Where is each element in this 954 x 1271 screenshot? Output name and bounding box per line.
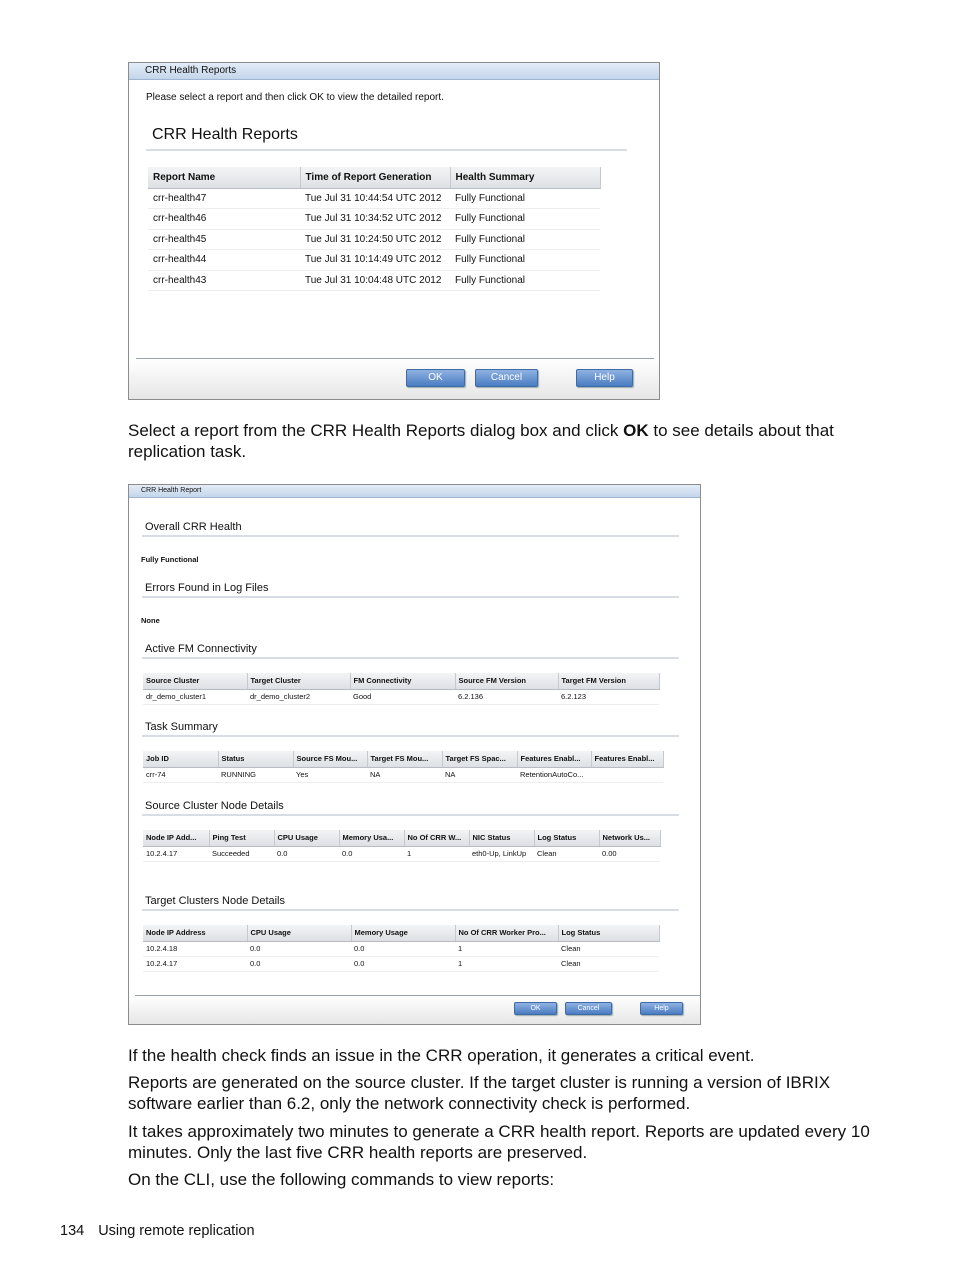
table-row[interactable]	[148, 209, 600, 230]
dialog-title: CRR Health Reports	[129, 63, 659, 80]
errors-value: None	[141, 616, 160, 625]
ok-button[interactable]: OK	[514, 1002, 557, 1015]
table-cell: Clean	[534, 846, 599, 861]
table-cell: 1	[404, 846, 469, 861]
column-header[interactable]: Node IP Address	[143, 925, 247, 941]
table-cell: 10.2.4.17	[143, 956, 247, 971]
section-target-header: Target Clusters Node Details	[142, 891, 679, 911]
dialog-title: CRR Health Report	[129, 485, 700, 498]
table-cell: 1	[455, 941, 558, 956]
table-cell: 0.0	[339, 846, 404, 861]
instruction-paragraph	[128, 420, 873, 462]
column-header[interactable]: Time of Report Generation	[300, 167, 450, 188]
column-header[interactable]: Source FM Version	[455, 673, 558, 689]
section-task-header: Task Summary	[142, 717, 679, 737]
health-summary: Fully Functional	[450, 188, 600, 209]
dialog-header: CRR Health Reports	[146, 126, 627, 151]
cancel-button[interactable]: Cancel	[475, 369, 538, 387]
table-cell: RUNNING	[218, 767, 293, 782]
column-header[interactable]: Target Cluster	[247, 673, 350, 689]
table-cell	[591, 767, 663, 782]
table-cell: NA	[442, 767, 517, 782]
paragraph-critical-event: If the health check finds an issue in the CRR operation, it generates a critical event.	[128, 1046, 755, 1065]
dialog-instruction: Please select a report and then click OK to view the detailed report.	[146, 92, 444, 103]
table-cell: 6.2.123	[558, 689, 659, 704]
table-cell: 10.2.4.18	[143, 941, 247, 956]
report-time: Tue Jul 31 10:24:50 UTC 2012	[300, 229, 450, 250]
ok-button[interactable]: OK	[406, 369, 465, 387]
help-button[interactable]: Help	[576, 369, 633, 387]
health-summary: Fully Functional	[450, 229, 600, 250]
crr-health-report-dialog	[128, 484, 701, 1025]
report-time: Tue Jul 31 10:44:54 UTC 2012	[300, 188, 450, 209]
report-time: Tue Jul 31 10:34:52 UTC 2012	[300, 209, 450, 230]
column-header[interactable]: FM Connectivity	[350, 673, 455, 689]
table-row[interactable]	[148, 188, 600, 209]
table-header-row	[148, 167, 600, 188]
table-row[interactable]	[143, 689, 659, 704]
health-summary: Fully Functional	[450, 209, 600, 230]
table-row[interactable]	[148, 250, 600, 271]
table-cell: Clean	[558, 941, 659, 956]
column-header[interactable]: No Of CRR W...	[404, 830, 469, 846]
column-header[interactable]: Status	[218, 751, 293, 767]
help-button[interactable]: Help	[640, 1002, 683, 1015]
column-header[interactable]: Memory Usa...	[339, 830, 404, 846]
column-header[interactable]: Features Enabl...	[591, 751, 663, 767]
column-header[interactable]: No Of CRR Worker Pro...	[455, 925, 558, 941]
table-cell: Succeeded	[209, 846, 274, 861]
column-header[interactable]: Target FS Mou...	[367, 751, 442, 767]
table-row[interactable]	[143, 767, 663, 782]
table-header-row	[143, 925, 659, 941]
column-header[interactable]: CPU Usage	[274, 830, 339, 846]
section-fm-header: Active FM Connectivity	[142, 639, 679, 659]
dialog-footer	[129, 359, 659, 399]
column-header[interactable]: Log Status	[558, 925, 659, 941]
table-cell: crr-74	[143, 767, 218, 782]
table-row[interactable]	[143, 956, 659, 971]
reports-table	[148, 167, 601, 291]
table-cell: Yes	[293, 767, 367, 782]
report-name: crr-health44	[148, 250, 300, 271]
health-summary: Fully Functional	[450, 250, 600, 271]
column-header[interactable]: Target FS Spac...	[442, 751, 517, 767]
task-summary-table	[143, 751, 664, 783]
table-cell: 0.0	[247, 941, 351, 956]
table-row[interactable]	[148, 270, 600, 291]
table-cell: 0.0	[351, 956, 455, 971]
paragraph-source-cluster: Reports are generated on the source cluster. If the target cluster is running a version of IBRIX software earlier than 6.2, only the network connectivity check is performed.	[128, 1073, 831, 1113]
table-cell: 0.0	[351, 941, 455, 956]
table-cell: eth0-Up, LinkUp	[469, 846, 534, 861]
section-overall-header: Overall CRR Health	[142, 517, 679, 537]
section-errors-header: Errors Found in Log Files	[142, 578, 679, 598]
table-header-row	[143, 751, 663, 767]
column-header[interactable]: Report Name	[148, 167, 300, 188]
table-cell: Clean	[558, 956, 659, 971]
table-cell: 10.2.4.17	[143, 846, 209, 861]
table-row[interactable]	[148, 229, 600, 250]
report-name: crr-health46	[148, 209, 300, 230]
paragraph-report-timing: It takes approximately two minutes to generate a CRR health report. Reports are updated every 10 minutes. Only the last five CRR health reports are preserved.	[128, 1122, 870, 1162]
table-cell: dr_demo_cluster1	[143, 689, 247, 704]
column-header[interactable]: Health Summary	[450, 167, 600, 188]
overall-health-value: Fully Functional	[141, 555, 199, 564]
column-header[interactable]: Job ID	[143, 751, 218, 767]
report-time: Tue Jul 31 10:14:49 UTC 2012	[300, 250, 450, 271]
table-cell: dr_demo_cluster2	[247, 689, 350, 704]
para-text: to see details about that replication task.	[128, 421, 834, 461]
column-header[interactable]: Source Cluster	[143, 673, 247, 689]
column-header[interactable]: Memory Usage	[351, 925, 455, 941]
column-header[interactable]: Network Us...	[599, 830, 660, 846]
column-header[interactable]: Log Status	[534, 830, 599, 846]
table-cell: 0.0	[247, 956, 351, 971]
dialog-footer	[129, 996, 700, 1024]
column-header[interactable]: Source FS Mou...	[293, 751, 367, 767]
table-cell: 6.2.136	[455, 689, 558, 704]
column-header[interactable]: Features Enabl...	[517, 751, 591, 767]
paragraph-cli: On the CLI, use the following commands to view reports:	[128, 1170, 555, 1189]
table-header-row	[143, 673, 659, 689]
column-header[interactable]: Ping Test	[209, 830, 274, 846]
table-row[interactable]	[143, 846, 660, 861]
column-header[interactable]: Node IP Add...	[143, 830, 209, 846]
page-footer	[60, 1223, 255, 1239]
table-cell: RetentionAutoCo...	[517, 767, 591, 782]
crr-health-reports-dialog	[128, 62, 660, 400]
target-node-table	[143, 925, 660, 972]
column-header[interactable]: NIC Status	[469, 830, 534, 846]
fm-connectivity-table	[143, 673, 660, 705]
health-summary: Fully Functional	[450, 270, 600, 291]
source-node-table	[143, 830, 661, 862]
column-header[interactable]: Target FM Version	[558, 673, 659, 689]
column-header[interactable]: CPU Usage	[247, 925, 351, 941]
report-name: crr-health47	[148, 188, 300, 209]
section-title: Using remote replication	[98, 1223, 255, 1239]
report-name: crr-health43	[148, 270, 300, 291]
table-row[interactable]	[143, 941, 659, 956]
table-cell: 0.0	[274, 846, 339, 861]
page-number: 134	[60, 1223, 85, 1239]
table-cell: NA	[367, 767, 442, 782]
section-source-header: Source Cluster Node Details	[142, 796, 679, 816]
para-bold: OK	[623, 421, 649, 440]
table-cell: 1	[455, 956, 558, 971]
table-cell: 0.00	[599, 846, 660, 861]
report-time: Tue Jul 31 10:04:48 UTC 2012	[300, 270, 450, 291]
table-header-row	[143, 830, 660, 846]
report-name: crr-health45	[148, 229, 300, 250]
para-text: Select a report from the CRR Health Reports dialog box and click	[128, 421, 624, 440]
table-cell: Good	[350, 689, 455, 704]
cancel-button[interactable]: Cancel	[565, 1002, 612, 1015]
